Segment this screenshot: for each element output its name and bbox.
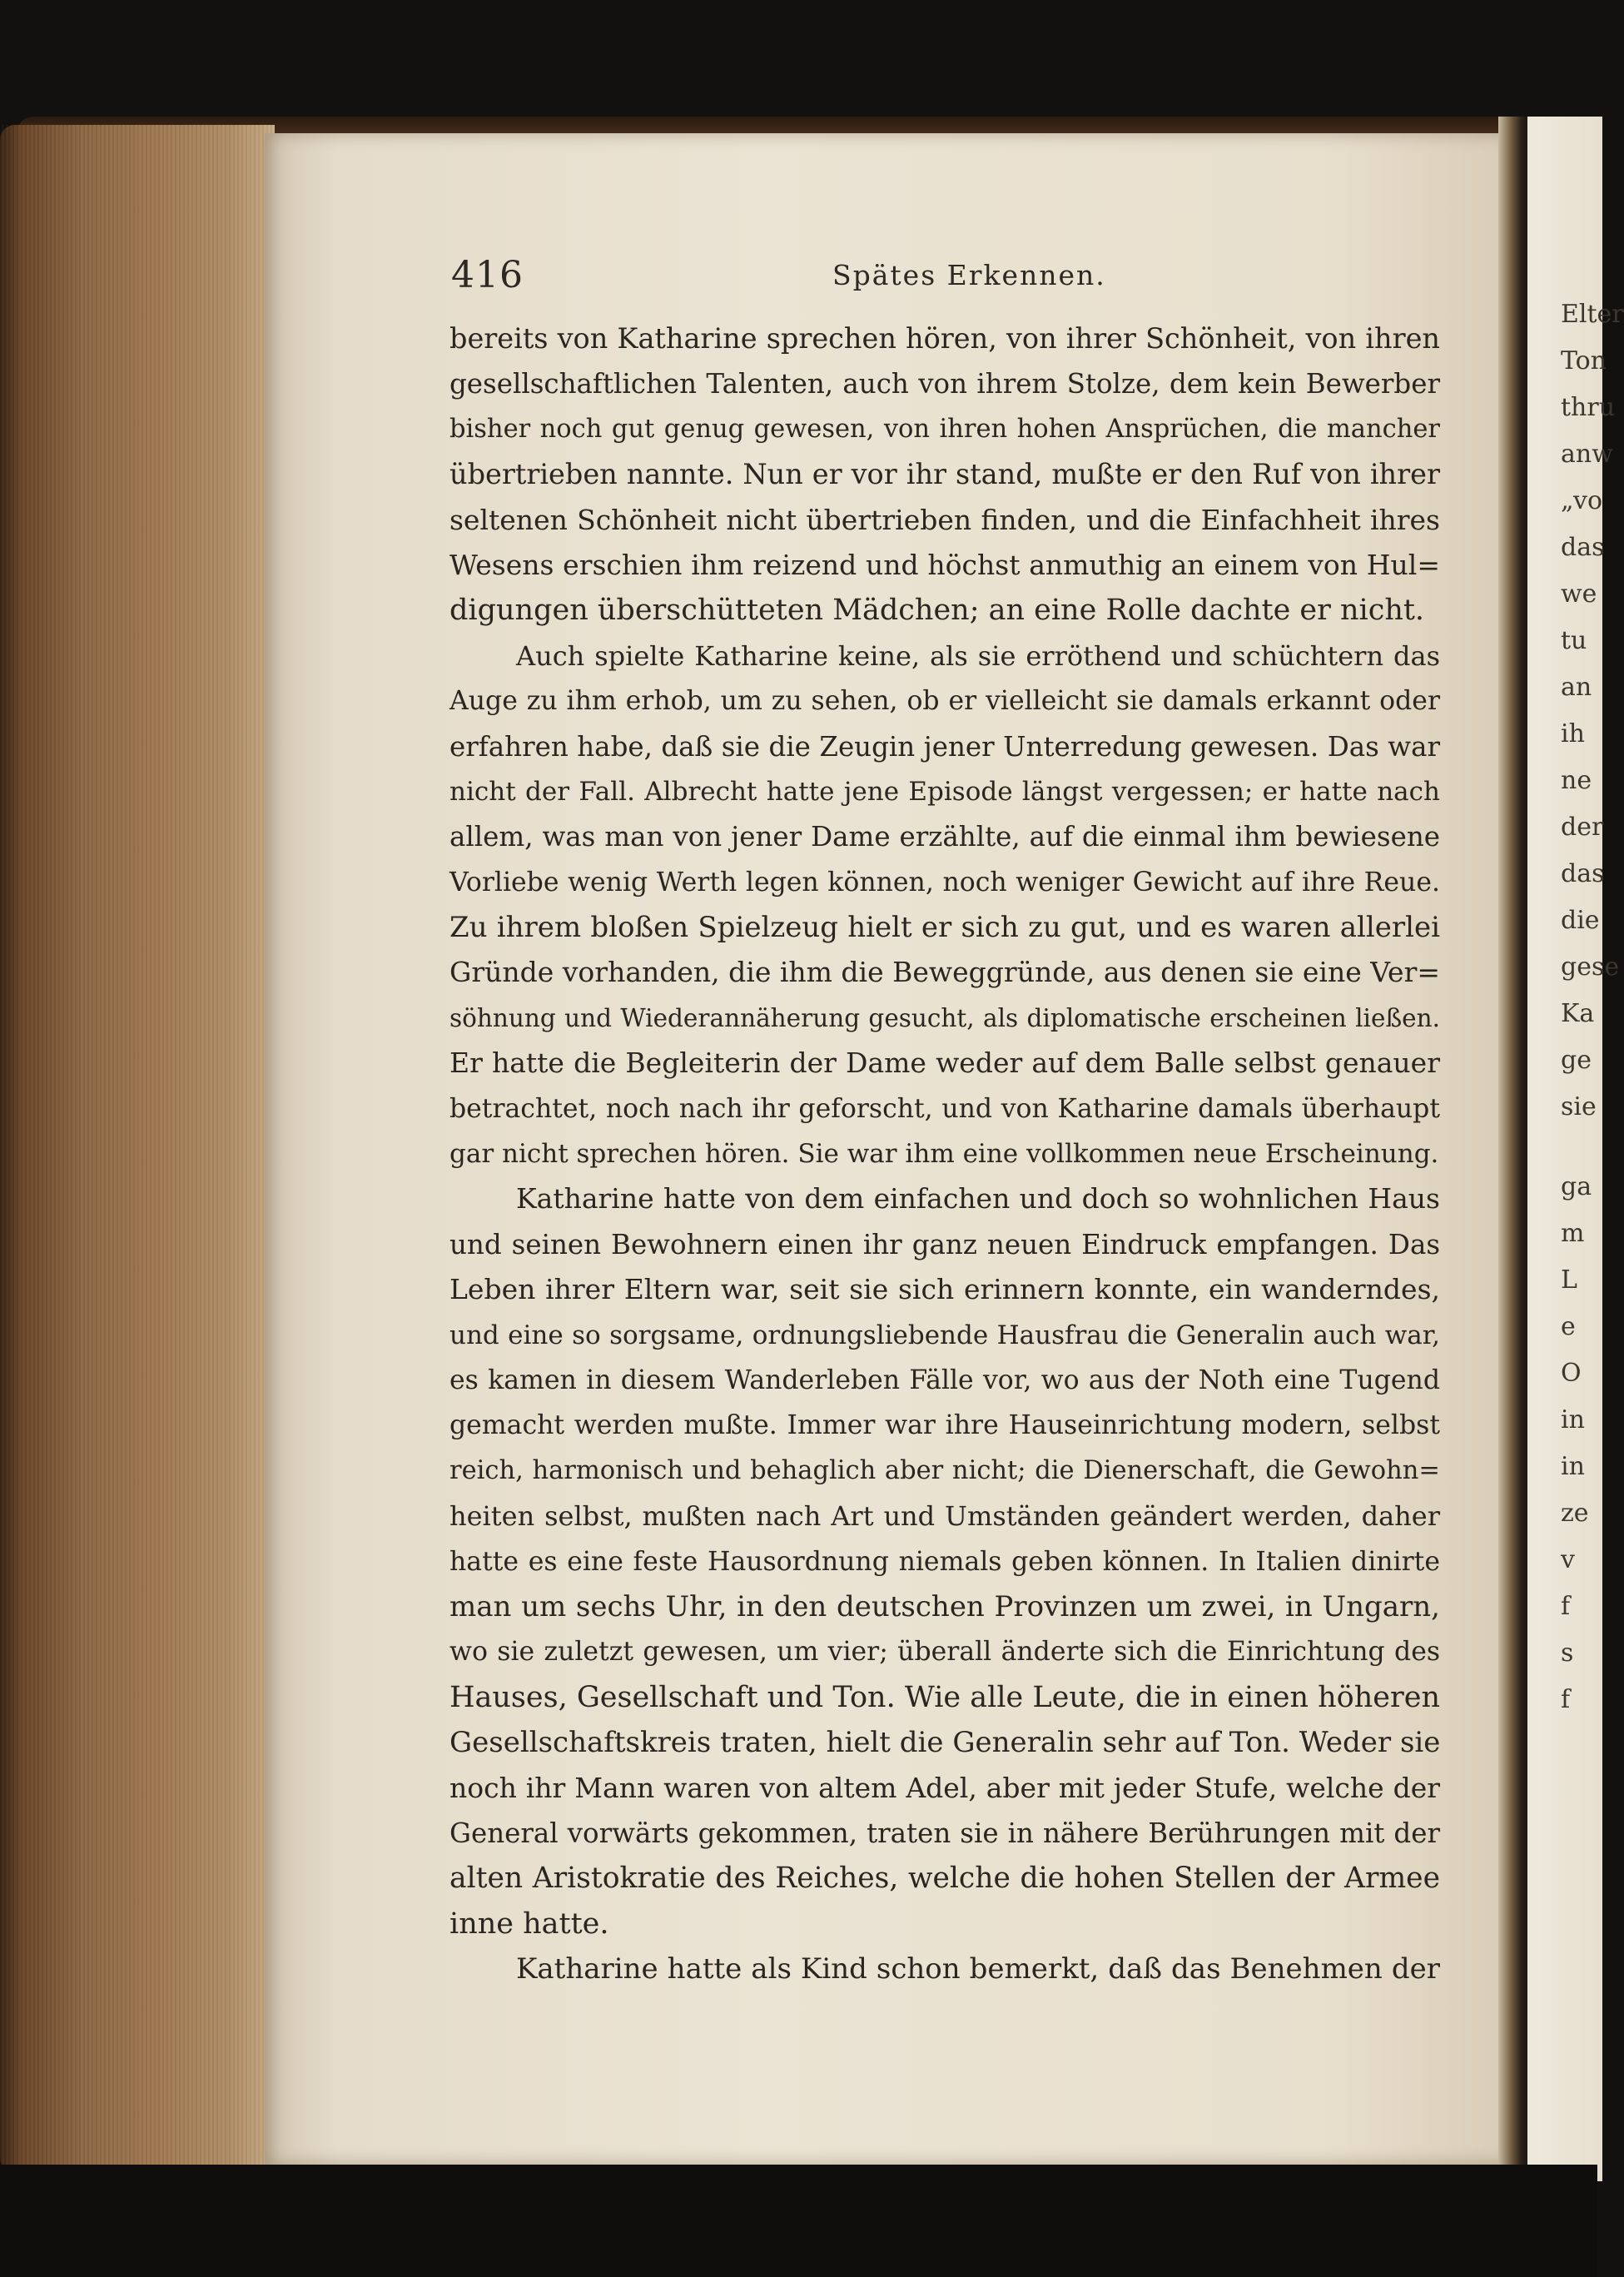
- facing-page-word: s: [1561, 1638, 1574, 1668]
- text-line: und eine so sorgsame, ordnungsliebende Hausfrau die Generalin auch war,: [449, 1320, 1440, 1350]
- facing-page-word: in: [1561, 1452, 1585, 1481]
- facing-page-word: Ka: [1561, 999, 1595, 1028]
- facing-page-word: v: [1561, 1545, 1575, 1574]
- text-line: Katharine hatte als Kind schon bemerkt, daß das Benehmen der: [516, 1952, 1440, 1986]
- text-line: nicht der Fall. Albrecht hatte jene Episode längst vergessen; er hatte nach: [449, 776, 1440, 807]
- text-line: man um sechs Uhr, in den deutschen Provinzen um zwei, in Ungarn,: [449, 1589, 1440, 1623]
- text-line: alten Aristokratie des Reiches, welche die hohen Stellen der Armee: [449, 1862, 1440, 1896]
- text-line: betrachtet, noch nach ihr geforscht, und von Katharine damals überhaupt: [449, 1093, 1440, 1124]
- page-header: [433, 254, 1465, 297]
- text-line: Wesens erschien ihm reizend und höchst anmuthig an einem von Hul=: [449, 548, 1440, 581]
- facing-page-word: der: [1561, 813, 1604, 842]
- text-line: hatte es eine feste Hausordnung niemals geben können. In Italien dinirte: [449, 1546, 1440, 1577]
- facing-page-word: die: [1561, 906, 1600, 935]
- facing-page-word: gese: [1561, 952, 1620, 982]
- facing-page-word: Elter: [1561, 300, 1624, 329]
- book-gutter: [1498, 117, 1532, 2181]
- facing-page-word: thru: [1561, 393, 1616, 422]
- facing-page-word: we: [1561, 579, 1597, 609]
- text-line: Katharine hatte von dem einfachen und doch so wohnlichen Haus: [516, 1182, 1440, 1216]
- text-line: Zu ihrem bloßen Spielzeug hielt er sich zu gut, und es waren allerlei: [449, 911, 1440, 945]
- text-line: Auch spielte Katharine keine, als sie erröthend und schüchtern das: [516, 639, 1440, 672]
- text-line: Leben ihrer Eltern war, seit sie sich erinnern konnte, ein wanderndes,: [449, 1273, 1440, 1306]
- scan-background: [0, 2165, 1597, 2277]
- text-line: gesellschaftlichen Talenten, auch von ihrem Stolze, dem kein Bewerber: [449, 368, 1440, 400]
- text-line: Er hatte die Begleiterin der Dame weder auf dem Balle selbst genauer: [449, 1047, 1440, 1080]
- facing-page-word: sie: [1561, 1092, 1597, 1121]
- text-line: Gründe vorhanden, die ihm die Beweggründe, aus denen sie eine Ver=: [449, 956, 1440, 989]
- text-line: Auge zu ihm erhob, um zu sehen, ob er vielleicht sie damals erkannt oder: [449, 686, 1440, 717]
- facing-page-word: m: [1561, 1219, 1585, 1248]
- text-line: General vorwärts gekommen, traten sie in nähere Berührungen mit der: [449, 1817, 1440, 1849]
- text-line: allem, was man von jener Dame erzählte, auf die einmal ihm bewiesene: [449, 821, 1440, 853]
- text-line: reich, harmonisch und behaglich aber nicht; die Dienerschaft, die Gewohn=: [449, 1455, 1440, 1485]
- text-line: bisher noch gut genug gewesen, von ihren hohen Ansprüchen, die mancher: [449, 414, 1440, 444]
- text-line: heiten selbst, mußten nach Art und Umständen geändert werden, daher: [449, 1500, 1440, 1533]
- facing-page-word: ih: [1561, 719, 1585, 748]
- text-line: inne hatte.: [449, 1907, 609, 1941]
- text-line: gar nicht sprechen hören. Sie war ihm eine vollkommen neue Erscheinung.: [449, 1139, 1439, 1170]
- text-line: übertrieben nannte. Nun er vor ihr stand, mußte er den Ruf von ihrer: [449, 458, 1440, 491]
- facing-page-word: f: [1561, 1685, 1571, 1714]
- facing-page-word: in: [1561, 1405, 1585, 1434]
- facing-page-word: das: [1561, 859, 1605, 888]
- facing-page-word: an: [1561, 673, 1592, 702]
- text-line: bereits von Katharine sprechen hören, von ihrer Schönheit, von ihren: [449, 322, 1440, 355]
- facing-page-word: ze: [1561, 1499, 1589, 1528]
- text-line: Hauses, Gesellschaft und Ton. Wie alle Leute, die in einen höheren: [449, 1680, 1440, 1714]
- text-line: gemacht werden mußte. Immer war ihre Hauseinrichtung modern, selbst: [449, 1410, 1440, 1441]
- page-block-edge: [0, 125, 275, 2173]
- facing-page-word: e: [1561, 1312, 1576, 1341]
- text-line: söhnung und Wiederannäherung gesucht, als diplomatische erscheinen ließen.: [449, 1003, 1440, 1032]
- body-text: [449, 316, 1440, 1991]
- running-title: Spätes Erkennen.: [832, 259, 1106, 291]
- text-line: und seinen Bewohnern einen ihr ganz neuen Eindruck empfangen. Das: [449, 1228, 1440, 1260]
- text-line: es kamen in diesem Wanderleben Fälle vor, wo aus der Noth eine Tugend: [449, 1365, 1440, 1395]
- text-line: digungen überschütteten Mädchen; an eine Rolle dachte er nicht.: [449, 594, 1425, 628]
- text-line: wo sie zuletzt gewesen, um vier; überall änderte sich die Einrichtung des: [449, 1637, 1440, 1668]
- facing-page-word: „vo: [1561, 486, 1603, 515]
- facing-page-fragment: [1527, 117, 1624, 2181]
- facing-page-word: ga: [1561, 1172, 1592, 1201]
- facing-page-word: tu: [1561, 626, 1587, 655]
- facing-page-word: das: [1561, 533, 1605, 562]
- facing-page-word: anw: [1561, 440, 1613, 469]
- text-line: erfahren habe, daß sie die Zeugin jener Unterredung gewesen. Das war: [449, 730, 1440, 763]
- facing-page-word: f: [1561, 1592, 1571, 1621]
- facing-page-word: ne: [1561, 766, 1592, 795]
- facing-page-word: L: [1561, 1265, 1577, 1295]
- page-number: 416: [451, 254, 524, 296]
- facing-page-word: ge: [1561, 1046, 1592, 1075]
- text-line: noch ihr Mann waren von altem Adel, aber mit jeder Stufe, welche der: [449, 1771, 1440, 1804]
- text-line: seltenen Schönheit nicht übertrieben finden, und die Einfachheit ihres: [449, 503, 1440, 536]
- text-line: Vorliebe wenig Werth legen können, noch weniger Gewicht auf ihre Reue.: [449, 867, 1440, 897]
- facing-page-word: O: [1561, 1359, 1582, 1388]
- facing-page-word: Ton: [1561, 346, 1607, 375]
- text-line: Gesellschaftskreis traten, hielt die Generalin sehr auf Ton. Weder sie: [449, 1726, 1441, 1760]
